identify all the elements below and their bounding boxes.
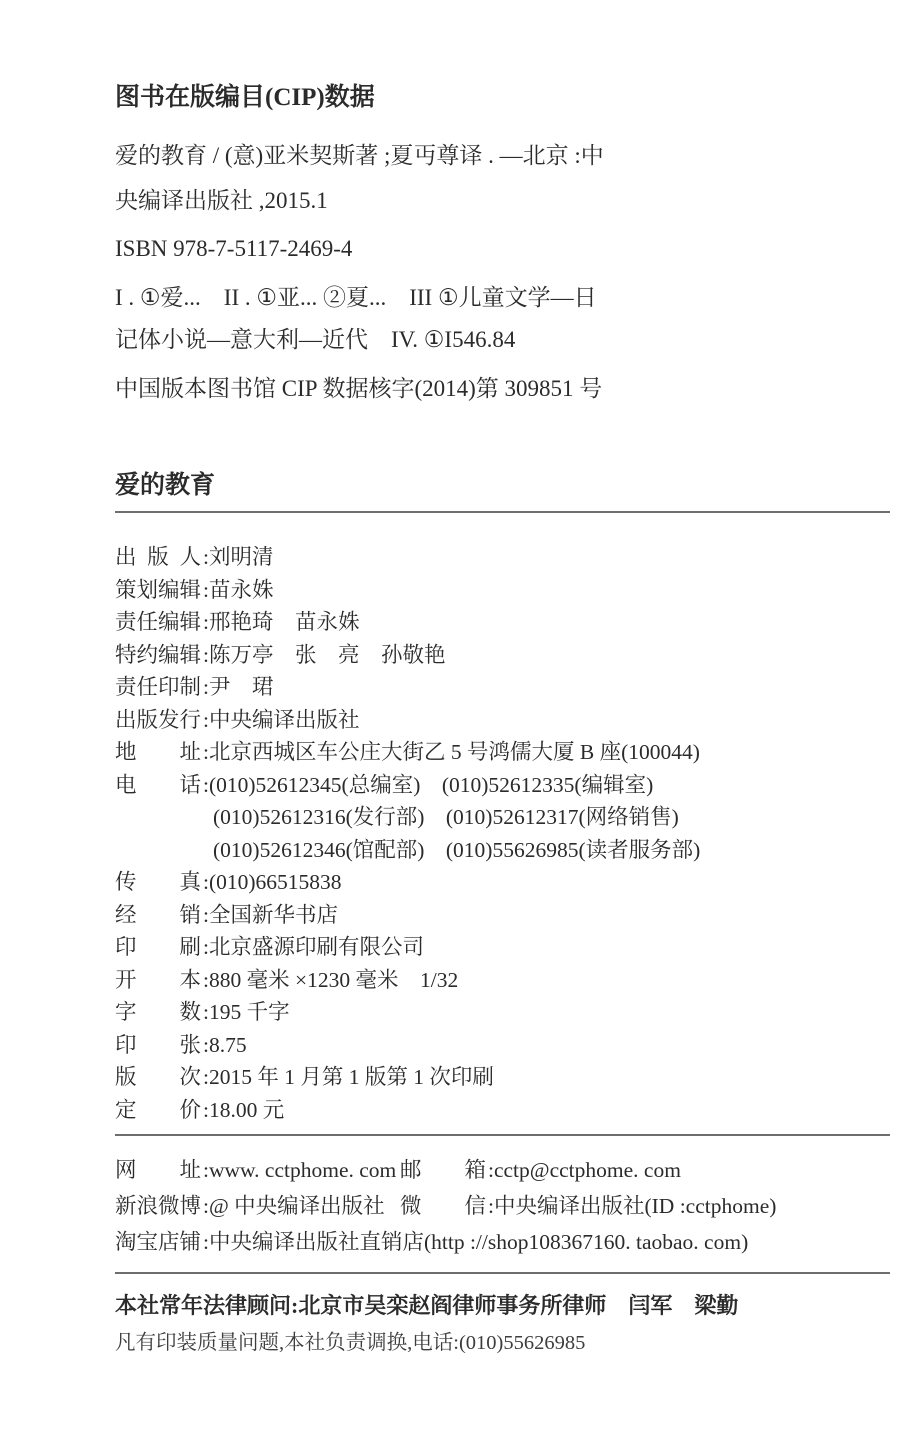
pub-value: :2015 年 1 月第 1 版第 1 次印刷 (203, 1065, 494, 1089)
pub-row-distribution (115, 899, 890, 932)
contact-label: 邮箱 (400, 1158, 486, 1182)
cip-class-line1: I . ①爱... II . ①亚... ②夏... III ①儿童文学—日 (115, 285, 597, 310)
pub-row-printing (115, 931, 890, 964)
pub-label: 开本 (115, 967, 201, 992)
pub-row-address (115, 736, 890, 769)
contact-value: :www. cctphome. com (203, 1158, 397, 1182)
contact-row-weibo-wechat (115, 1188, 890, 1224)
pub-row-planning-editor (115, 574, 890, 607)
pub-label: 版次 (115, 1065, 201, 1089)
pub-row-format (115, 964, 890, 997)
pub-label: 印刷 (115, 935, 201, 959)
contact-label: 淘宝店铺 (115, 1230, 202, 1254)
contact-value: :@ 中央编译出版社 (203, 1194, 385, 1218)
isbn: ISBN 978-7-5117-2469-4 (115, 236, 353, 261)
pub-row-price (115, 1094, 890, 1127)
cip-classification (115, 277, 890, 361)
contact-section (115, 1152, 890, 1260)
contact-value: :中央编译出版社直销店(http ://shop108367160. taobao. com) (203, 1230, 749, 1254)
cip-record-number: 中国版本图书馆 CIP 数据核字(2014)第 309851 号 (115, 376, 603, 401)
pub-value: :北京盛源印刷有限公司 (203, 935, 424, 959)
pub-row-phone-cont (115, 801, 890, 834)
quality-notice-line: 凡有印装质量问题,本社负责调换,电话:(010)55626985 (115, 1332, 586, 1354)
pub-row-phone-cont (115, 834, 890, 867)
pub-value: :(010)52612345(总编室) (010)52612335(编辑室) (203, 772, 654, 797)
pub-row-fax (115, 866, 890, 899)
pub-value: (010)52612316(发行部) (010)52612317(网络销售) (213, 805, 679, 829)
pub-label: 地址 (115, 740, 201, 764)
divider-legal (115, 1272, 890, 1274)
contact-taobao (115, 1224, 748, 1260)
pub-value: (010)52612346(馆配部) (010)55626985(读者服务部) (213, 837, 701, 862)
pub-label: 责任印制 (115, 675, 202, 699)
pub-row-publisher-person (115, 541, 890, 574)
pub-value: :全国新华书店 (203, 902, 338, 927)
cip-section (115, 83, 890, 405)
pub-value: :18.00 元 (203, 1097, 285, 1122)
pub-label: 字数 (115, 1000, 201, 1024)
pub-row-word-count (115, 996, 890, 1029)
pub-row-phone (115, 769, 890, 802)
contact-label: 网址 (115, 1158, 201, 1182)
contact-email (400, 1152, 890, 1188)
divider-title (115, 511, 890, 513)
pub-value: :880 毫米 ×1230 毫米 1/32 (203, 967, 459, 992)
pub-row-sheets (115, 1029, 890, 1062)
contact-row-web-email (115, 1152, 890, 1188)
pub-label: 特约编辑 (115, 642, 202, 667)
pub-row-special-editor (115, 639, 890, 672)
pub-value: :邢艳琦 苗永姝 (203, 610, 360, 634)
pub-value: :中央编译出版社 (203, 707, 360, 732)
pub-label: 经销 (115, 902, 201, 927)
book-title: 爱的教育 (115, 472, 216, 499)
pub-label: 传真 (115, 870, 201, 894)
contact-weibo (115, 1188, 400, 1224)
contact-label: 微信 (400, 1194, 486, 1218)
cip-heading: 图书在版编目(CIP)数据 (115, 84, 375, 111)
pub-row-publisher (115, 704, 890, 737)
cip-entry-line2: 央编译出版社 ,2015.1 (115, 188, 328, 213)
pub-value: :陈万亭 张 亮 孙敬艳 (203, 642, 446, 667)
pub-label: 印张 (115, 1032, 201, 1057)
pub-value: :北京西城区车公庄大街乙 5 号鸿儒大厦 B 座(100044) (203, 740, 700, 764)
contact-website (115, 1152, 400, 1188)
pub-value: :195 千字 (203, 1000, 290, 1024)
pub-label: 责任编辑 (115, 610, 202, 634)
contact-label: 新浪微博 (115, 1194, 202, 1218)
pub-row-edition (115, 1061, 890, 1094)
cip-entry-line1: 爱的教育 / (意)亚米契斯著 ;夏丏尊译 . —北京 :中 (115, 143, 604, 168)
pub-label: 电话 (115, 772, 201, 797)
pub-value: :苗永姝 (203, 577, 274, 602)
contact-value: :cctp@cctphome. com (488, 1158, 681, 1182)
pub-label: 定价 (115, 1097, 201, 1122)
pub-value: :(010)66515838 (203, 870, 342, 894)
contact-wechat (400, 1188, 890, 1224)
pub-value: :8.75 (203, 1032, 247, 1057)
legal-counsel-line: 本社常年法律顾问:北京市吴栾赵阎律师事务所律师 闫军 梁勤 (115, 1293, 739, 1318)
pub-row-responsible-editor (115, 606, 890, 639)
pub-label: 策划编辑 (115, 577, 202, 602)
cip-class-line2: 记体小说—意大利—近代 IV. ①I546.84 (115, 327, 516, 352)
cip-entry (115, 133, 890, 223)
contact-row-taobao (115, 1224, 890, 1260)
divider-contact (115, 1134, 890, 1136)
pub-row-print-supervisor (115, 671, 890, 704)
contact-value: :中央编译出版社(ID :cctphome) (488, 1194, 777, 1218)
pub-value: :尹 珺 (203, 675, 274, 699)
publication-details (115, 541, 890, 1126)
pub-value: :刘明清 (203, 545, 274, 569)
pub-label: 出版发行 (115, 707, 202, 732)
pub-label: 出版人 (115, 545, 201, 569)
